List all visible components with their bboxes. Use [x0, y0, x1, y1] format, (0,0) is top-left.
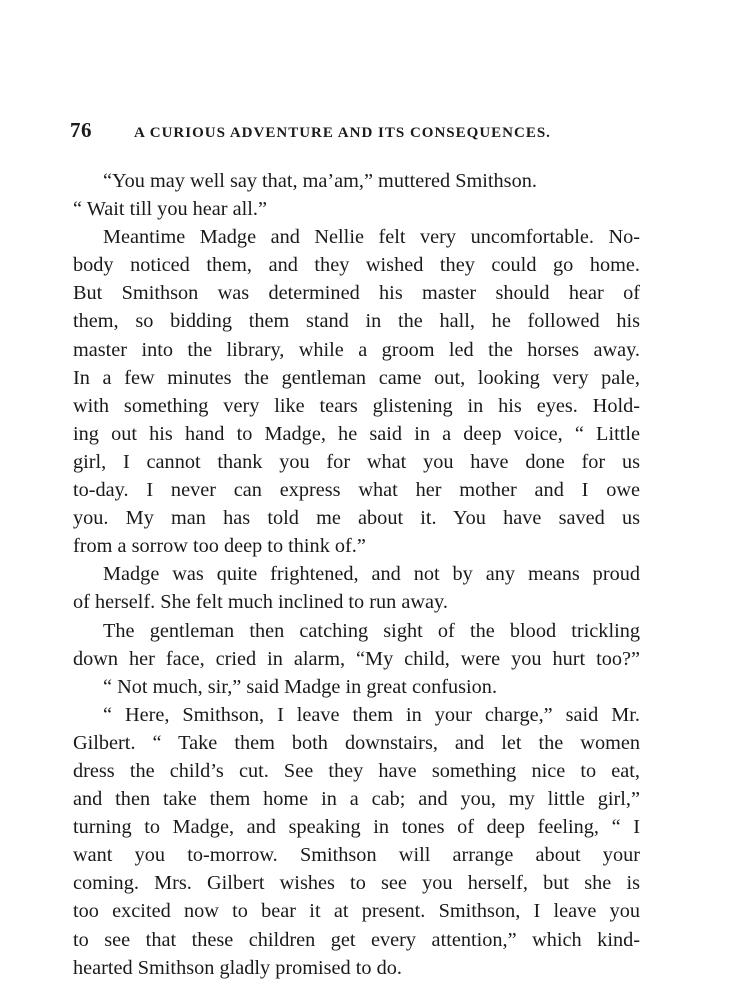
text-line: ing out his hand to Madge, he said in a deep voice, “ Little: [73, 422, 640, 445]
text-line: from a sorrow too deep to think of.”: [73, 535, 366, 558]
text-line: “ Here, Smithson, I leave them in your charge,” said Mr.: [103, 703, 640, 726]
text-line: body noticed them, and they wished they could go home.: [73, 254, 640, 277]
text-line: But Smithson was determined his master should hear of: [73, 282, 640, 305]
text-line: In a few minutes the gentleman came out, looking very pale,: [73, 366, 640, 389]
text-line: with something very like tears glistening in his eyes. Hold-: [73, 394, 640, 417]
text-line: “ Not much, sir,” said Madge in great confusion.: [103, 675, 498, 698]
text-line: girl, I cannot thank you for what you have done for us: [73, 450, 640, 473]
text-line: The gentleman then catching sight of the blood trickling: [103, 619, 640, 642]
text-line: “ Wait till you hear all.”: [73, 198, 267, 221]
text-line: hearted Smithson gladly promised to do.: [73, 956, 402, 979]
page-header: [70, 118, 670, 148]
running-head: A CURIOUS ADVENTURE AND ITS CONSEQUENCES.: [134, 125, 551, 141]
text-line: and then take them home in a cab; and you, my little girl,”: [73, 788, 640, 811]
text-line: turning to Madge, and speaking in tones of deep feeling, “ I: [73, 816, 640, 839]
text-line: them, so bidding them stand in the hall, he followed his: [73, 310, 640, 333]
text-line: master into the library, while a groom led the horses away.: [73, 338, 640, 361]
text-line: Madge was quite frightened, and not by any means proud: [103, 563, 640, 586]
text-line: of herself. She felt much inclined to run away.: [73, 591, 448, 614]
text-line: want you to-morrow. Smithson will arrange about your: [73, 844, 640, 867]
text-line: you. My man has told me about it. You have saved us: [73, 507, 640, 530]
page-number: 76: [70, 118, 92, 142]
text-line: “You may well say that, ma’am,” muttered Smithson.: [103, 170, 537, 192]
text-line: to see that these children get every attention,” which kind-: [73, 928, 640, 951]
text-line: Meantime Madge and Nellie felt very uncomfortable. No-: [103, 226, 640, 249]
text-line: dress the child’s cut. See they have something nice to eat,: [73, 759, 640, 782]
text-line: Gilbert. “ Take them both downstairs, and let the women: [73, 731, 640, 754]
text-line: down her face, cried in alarm, “My child, were you hurt too?”: [73, 647, 640, 670]
text-line: coming. Mrs. Gilbert wishes to see you herself, but she is: [73, 872, 640, 895]
text-line: to-day. I never can express what her mother and I owe: [73, 479, 640, 502]
body-text: [73, 167, 640, 982]
text-line: too excited now to bear it at present. Smithson, I leave you: [73, 900, 640, 923]
